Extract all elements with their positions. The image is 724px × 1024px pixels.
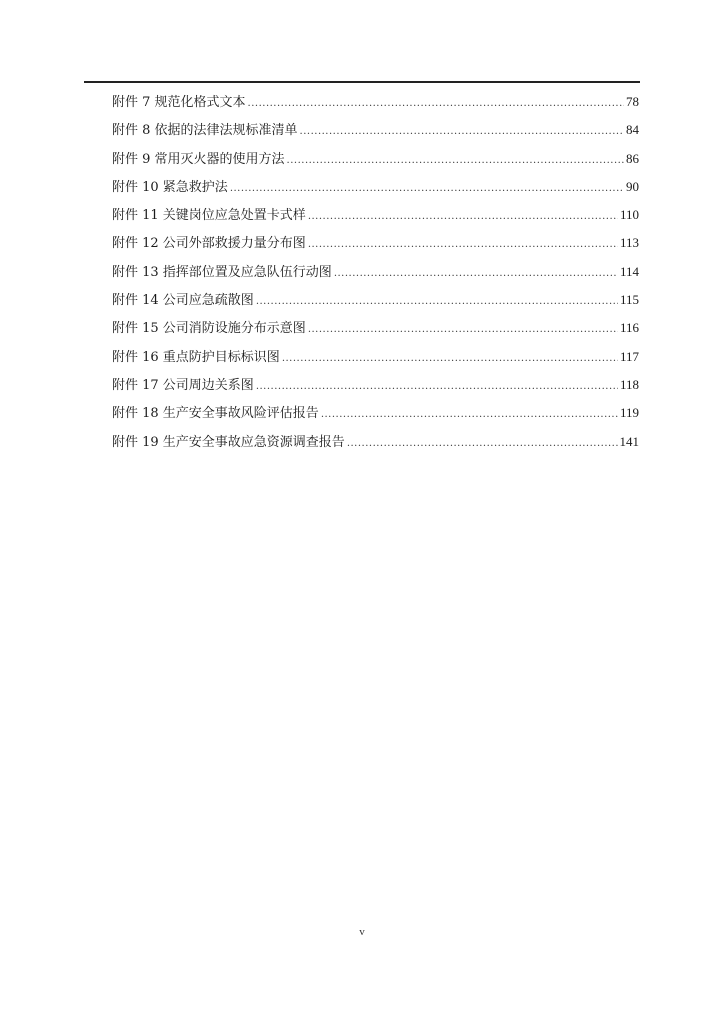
toc-entry-page: 86 — [626, 150, 639, 166]
toc-entry-page: 119 — [619, 405, 639, 421]
toc-dot-leader — [308, 231, 618, 259]
toc-entry[interactable] — [112, 258, 639, 286]
toc-entry-title: 附件 9 常用灭火器的使用方法 — [112, 151, 285, 167]
toc-entry-title: 附件 19 生产安全事故应急资源调查报告 — [112, 434, 345, 450]
page-number: v — [359, 926, 365, 938]
toc-entry-title: 附件 18 生产安全事故风险评估报告 — [112, 406, 319, 422]
toc-dot-leader — [300, 118, 624, 146]
toc-dot-leader — [308, 203, 618, 231]
toc-entry-title: 附件 16 重点防护目标标识图 — [112, 349, 280, 365]
toc-entry[interactable] — [112, 116, 639, 144]
toc-entry-page: 113 — [619, 235, 639, 251]
toc-entry-page: 78 — [626, 94, 639, 109]
toc-entry-page: 118 — [619, 376, 639, 392]
toc-dot-leader — [287, 147, 624, 175]
toc-dot-leader — [321, 401, 618, 429]
toc-entry-title: 附件 15 公司消防设施分布示意图 — [112, 321, 306, 337]
toc-entry[interactable] — [112, 201, 639, 229]
toc-entry[interactable] — [112, 286, 639, 314]
toc-dot-leader — [256, 373, 618, 401]
toc-entry-title: 附件 12 公司外部救援力量分布图 — [112, 236, 306, 252]
toc-entry[interactable] — [112, 428, 639, 456]
toc-entry[interactable] — [112, 399, 639, 427]
toc-entry-page: 90 — [626, 178, 639, 194]
table-of-contents — [112, 88, 639, 456]
toc-entry-page: 114 — [619, 263, 639, 279]
toc-entry-title: 附件 14 公司应急疏散图 — [112, 293, 254, 309]
toc-entry-title: 附件 11 关键岗位应急处置卡式样 — [112, 208, 306, 224]
toc-entry-page: 116 — [619, 320, 639, 336]
toc-entry-page: 141 — [619, 433, 639, 449]
toc-entry[interactable] — [112, 229, 639, 257]
toc-entry-page: 115 — [619, 292, 639, 308]
toc-entry-title: 附件 8 依据的法律法规标准清单 — [112, 123, 298, 139]
toc-entry-title: 附件 10 紧急救护法 — [112, 179, 228, 195]
toc-entry[interactable] — [112, 145, 639, 173]
toc-entry-page: 117 — [619, 348, 639, 364]
toc-entry[interactable] — [112, 343, 639, 371]
toc-entry-title: 附件 17 公司周边关系图 — [112, 377, 254, 393]
toc-dot-leader — [248, 90, 624, 118]
toc-entry-title: 附件 13 指挥部位置及应急队伍行动图 — [112, 264, 332, 280]
toc-entry-title: 附件 7 规范化格式文本 — [112, 95, 246, 110]
toc-dot-leader — [230, 175, 624, 203]
toc-entry[interactable] — [112, 371, 639, 399]
toc-entry-page: 84 — [626, 122, 639, 138]
toc-dot-leader — [347, 430, 618, 458]
toc-entry[interactable] — [112, 314, 639, 342]
toc-dot-leader — [282, 345, 618, 373]
toc-entry[interactable] — [112, 88, 639, 116]
toc-dot-leader — [334, 260, 618, 288]
toc-dot-leader — [308, 316, 618, 344]
header-rule — [84, 81, 640, 83]
toc-dot-leader — [256, 288, 618, 316]
toc-entry[interactable] — [112, 173, 639, 201]
toc-entry-page: 110 — [619, 207, 639, 223]
